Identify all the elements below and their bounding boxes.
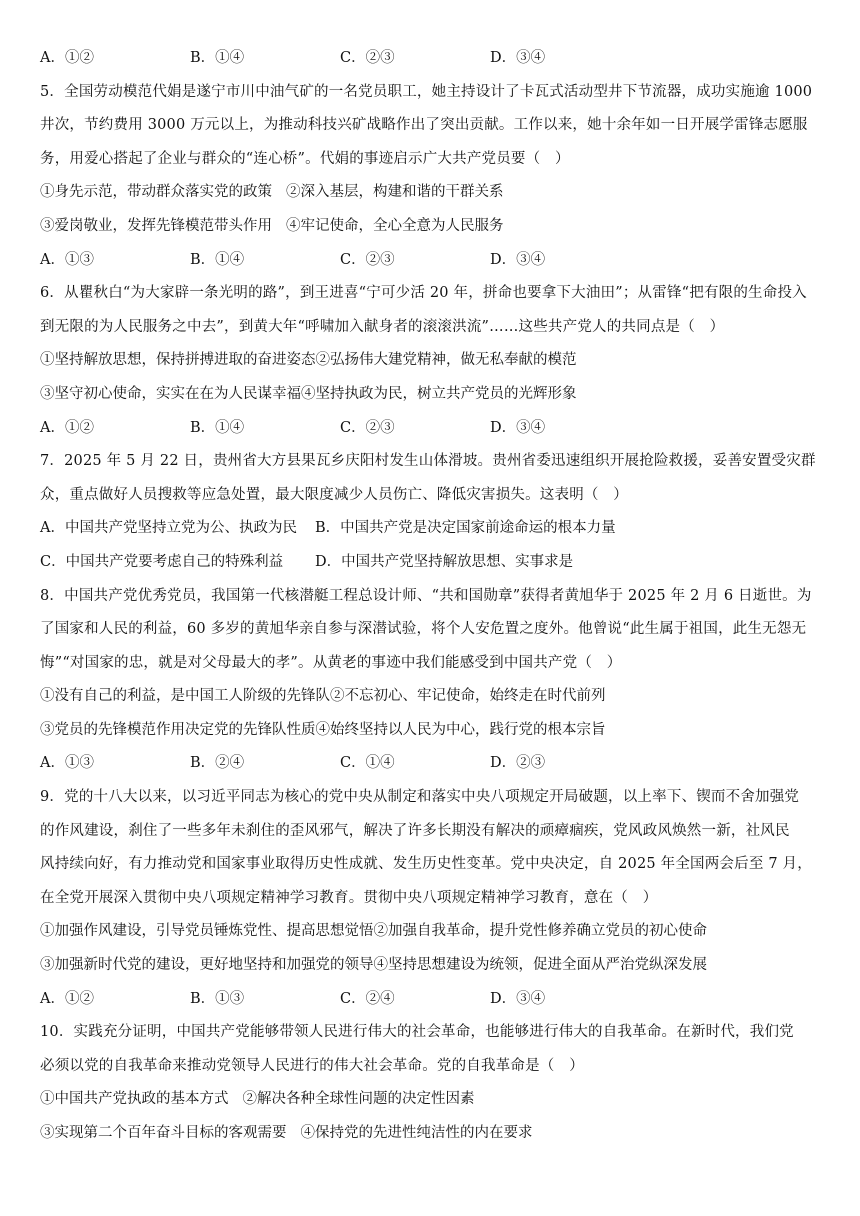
q7-choices-row — [40, 546, 824, 580]
q8-choice-b[interactable]: B．②④ — [190, 755, 245, 772]
q6-options-1-2: ①坚持解放思想，保持拼搏进取的奋进姿态②弘扬伟大建党精神，做无私奉献的模范 — [40, 352, 577, 369]
q5-option-row — [40, 210, 824, 244]
q5-stem-line: 5．全国劳动模范代娟是遂宁市川中油气矿的一名党员职工，她主持设计了卡瓦式活动型井下节流器，成功实施逾 1000 — [40, 83, 813, 100]
q5-option-row — [40, 176, 824, 210]
q6-option-row — [40, 378, 824, 412]
question-6 — [40, 277, 824, 445]
q5-choice-b[interactable]: B．①④ — [190, 251, 245, 268]
q8-option-row — [40, 680, 824, 714]
q10-option-row — [40, 1083, 824, 1117]
q7-stem-line: 众，重点做好人员搜救等应急处置，最大限度减少人员伤亡、降低灾害损失。这表明（ ） — [40, 486, 628, 503]
q4-choices — [40, 42, 824, 76]
q10-stem-line: 10．实践充分证明，中国共产党能够带领人民进行伟大的社会革命，也能够进行伟大的自我革命。在新时代，我们党 — [40, 1024, 794, 1041]
q10-option-1: ①中国共产党执政的基本方式 — [40, 1091, 229, 1108]
q5-stem-line: 务，用爱心搭起了企业与群众的“连心桥”。代娟的事迹启示广大共产党员要（ ） — [40, 150, 570, 167]
q5-choice-d[interactable]: D．③④ — [490, 251, 546, 268]
q9-choice-b[interactable]: B．①③ — [190, 990, 245, 1007]
q10-option-3: ③实现第二个百年奋斗目标的客观需要 — [40, 1125, 287, 1141]
q6-stem-line: 到无限的为人民服务之中去”，到黄大年“呼啸加入献身者的滚滚洪流”……这些共产党人的共同点是（ ） — [40, 318, 725, 335]
q5-choices — [40, 244, 824, 278]
q9-option-row — [40, 949, 824, 983]
q8-stem-line: 8．中国共产党优秀党员，我国第一代核潜艇工程总设计师、“共和国勋章”获得者黄旭华于 2025 年 2 月 6 日逝世。为 — [40, 587, 812, 604]
question-10 — [40, 1016, 824, 1150]
q9-stem-line: 的作风建设，刹住了一些多年未刹住的歪风邪气，解决了许多长期没有解决的顽瘴痼疾，党风政风焕然一新，社风民 — [40, 822, 790, 839]
q8-choice-a[interactable]: A．①③ — [40, 755, 94, 772]
question-5 — [40, 76, 824, 278]
q10-option-2: ②解决各种全球性问题的决定性因素 — [242, 1091, 475, 1108]
q9-options-3-4: ③加强新时代党的建设，更好地坚持和加强党的领导④坚持思想建设为统领，促进全面从严治党纵深发展 — [40, 957, 707, 974]
q6-choice-b[interactable]: B．①④ — [190, 419, 245, 436]
q9-options-1-2: ①加强作风建设，引导党员锤炼党性、提高思想觉悟②加强自我革命，提升党性修养确立党员的初心使命 — [40, 923, 707, 940]
q7-choices-row — [40, 512, 824, 546]
q9-option-row — [40, 915, 824, 949]
q8-choices — [40, 747, 824, 781]
q10-option-row — [40, 1117, 824, 1151]
q9-choices — [40, 983, 824, 1017]
q9-choice-c[interactable]: C．②④ — [340, 990, 395, 1007]
q5-option-1: ①身先示范，带动群众落实党的政策 — [40, 184, 272, 201]
q4-choice-b[interactable]: B．①④ — [190, 50, 245, 66]
q7-choice-c[interactable]: C．中国共产党要考虑自己的特殊利益 — [40, 553, 284, 570]
q7-choice-a[interactable]: A．中国共产党坚持立党为公、执政为民 — [40, 520, 297, 537]
q8-choice-c[interactable]: C．①④ — [340, 755, 395, 772]
q6-choice-a[interactable]: A．①② — [40, 419, 94, 436]
q10-option-4: ④保持党的先进性纯洁性的内在要求 — [300, 1125, 533, 1141]
q5-choice-a[interactable]: A．①③ — [40, 251, 94, 268]
q8-options-3-4: ③党员的先锋模范作用决定党的先锋队性质④始终坚持以人民为中心，践行党的根本宗旨 — [40, 721, 606, 738]
q9-stem-line: 在全党开展深入贯彻中央八项规定精神学习教育。贯彻中央八项规定精神学习教育，意在（ ） — [40, 889, 658, 906]
q8-stem-line: 了国家和人民的利益，60 多岁的黄旭华亲自参与深潜试验，将个人安危置之度外。他曾说“此生属于祖国，此生无怨无 — [40, 621, 807, 638]
q7-choice-d[interactable]: D．中国共产党坚持解放思想、实事求是 — [315, 553, 574, 570]
q7-choice-b[interactable]: B．中国共产党是决定国家前途命运的根本力量 — [315, 520, 616, 537]
q9-choice-d[interactable]: D．③④ — [490, 990, 546, 1007]
q8-choice-d[interactable]: D．②③ — [490, 755, 546, 772]
q8-option-row — [40, 714, 824, 748]
q9-stem-line: 风持续向好，有力推动党和国家事业取得历史性成就、发生历史性变革。党中央决定，自 2025 年全国两会后至 7 月， — [40, 856, 812, 873]
q5-option-3: ③爱岗敬业，发挥先锋模范带头作用 — [40, 217, 272, 234]
q10-stem-line: 必须以党的自我革命来推动党领导人民进行的伟大社会革命。党的自我革命是（ ） — [40, 1057, 584, 1074]
q6-option-row — [40, 344, 824, 378]
q4-choice-a[interactable]: A．①② — [40, 50, 94, 66]
q6-choice-c[interactable]: C．②③ — [340, 419, 395, 436]
q5-choice-c[interactable]: C．②③ — [340, 251, 395, 268]
q4-choice-d[interactable]: D．③④ — [490, 50, 546, 66]
q8-stem-line: 悔”“对国家的忠，就是对父母最大的孝”。从黄老的事迹中我们能感受到中国共产党（ ） — [40, 654, 622, 671]
question-9 — [40, 781, 824, 1016]
q9-choice-a[interactable]: A．①② — [40, 990, 94, 1007]
q4-choice-c[interactable]: C．②③ — [340, 50, 395, 66]
q6-choice-d[interactable]: D．③④ — [490, 419, 546, 436]
question-8 — [40, 580, 824, 782]
q6-choices — [40, 412, 824, 446]
q5-option-4: ④牢记使命，全心全意为人民服务 — [286, 217, 504, 234]
q8-options-1-2: ①没有自己的利益，是中国工人阶级的先锋队②不忘初心、牢记使命，始终走在时代前列 — [40, 688, 606, 705]
question-7 — [40, 445, 824, 579]
q5-option-2: ②深入基层，构建和谐的干群关系 — [286, 184, 504, 201]
q6-options-3-4: ③坚守初心使命，实实在在为人民谋幸福④坚持执政为民，树立共产党员的光辉形象 — [40, 385, 577, 402]
q6-stem-line: 6．从瞿秋白“为大家辟一条光明的路”，到王进喜“宁可少活 20 年，拼命也要拿下大油田”；从雷锋“把有限的生命投入 — [40, 285, 807, 302]
q7-stem-line: 7．2025 年 5 月 22 日，贵州省大方县果瓦乡庆阳村发生山体滑坡。贵州省委迅速组织开展抢险救援，妥善安置受灾群 — [40, 453, 816, 470]
q5-stem-line: 井次，节约费用 3000 万元以上，为推动科技兴矿战略作出了突出贡献。工作以来，她十余年如一日开展学雷锋志愿服 — [40, 117, 808, 134]
q9-stem-line: 9．党的十八大以来，以习近平同志为核心的党中央从制定和落实中央八项规定开局破题，以上率下、锲而不舍加强党 — [40, 789, 800, 806]
